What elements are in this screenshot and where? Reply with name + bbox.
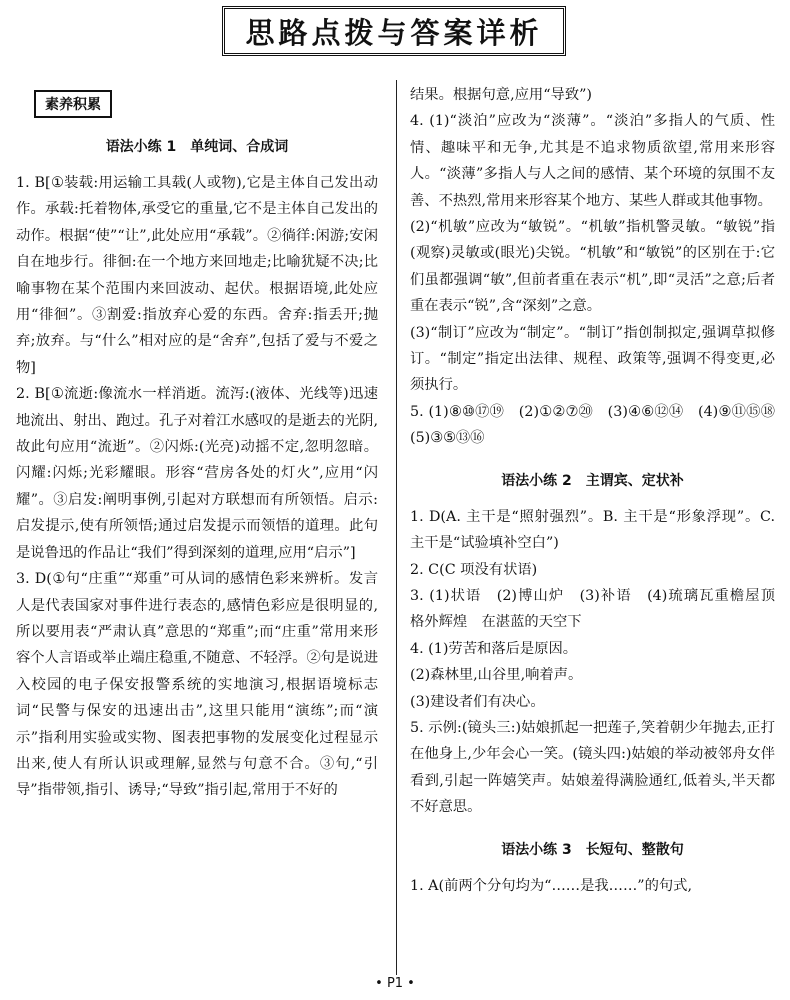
page-number: • P1 • bbox=[375, 976, 415, 991]
answer-paragraph: 结果。根据句意,应用“导致”) bbox=[410, 87, 593, 103]
answer-paragraph: 2. B[①流逝:像流水一样消逝。流泻:(液体、光线等)迅速地流出、射出、跑过。孔子对着江水感叹的是逝去的光阴,故此句应用“流逝”。②闪烁:(光亮)动摇不定,忽明忽暗。闪耀:闪烁;光彩耀眼。形容“营房各处的灯火”,应用“闪耀”。③启发:阐明事例,引起对方联想而有所领悟。启示:启发提示,使有所领悟;通过启发提示而领悟的道理。此句是说鲁迅的作品让“我们”得到深刻的道理,应用“启示”] bbox=[16, 386, 378, 561]
answer-paragraph: (2)森林里,山谷里,响着声。 bbox=[410, 667, 583, 684]
answer-paragraph: 5. 示例:(镜头三:)姑娘抓起一把莲子,笑着朝少年抛去,正打在他身上,少年会心一笑。(镜头四:)姑娘的举动被邻舟女伴看到,引起一阵嬉笑声。姑娘羞得满脸通红,低着头,半天都不好意思。 bbox=[410, 719, 775, 816]
page-title: 思路点拨与答案详析 bbox=[245, 15, 543, 50]
column-divider bbox=[396, 80, 397, 975]
answer-paragraph: (2)“机敏”应改为“敏锐”。“机敏”指机警灵敏。“敏锐”指(观察)灵敏或(眼光)尖锐。“机敏”和“敏锐”的区别在于:它们虽都强调“敏”,但前者重在表示“机”,即“灵活”之意;后者重在表示“锐”,含“深刻”之意。 bbox=[410, 219, 775, 315]
answer-paragraph: (3)建设者们有决心。 bbox=[410, 693, 545, 710]
answer-paragraph: 3. D(①句“庄重”“郑重”可从词的感情色彩来辨析。发言人是代表国家对事件进行表态的,感情色彩应是很明显的,所以要用表“严肃认真”意思的“郑重”;而“庄重”常用来形容个人言语或举止端庄稳重,不随意、不轻浮。②句是说进入校园的电子保安报警系统的实地演习,根据语境标志词“民警与保安的迅速出击”,这里只能用“演练”;而“演示”指利用实验或实物、图表把事物的发展变化过程显示出来,使人有所认识或理解,显然与句意不合。③句,“引导”指带领,指引、诱导;“导致”指引起,常用于不好的 bbox=[16, 571, 378, 799]
answer-paragraph: 3. (1)状语 (2)博山炉 (3)补语 (4)琉璃瓦重檐屋顶 格外辉煌 在湛蓝的天空下 bbox=[410, 587, 790, 631]
answer-paragraph: (3)“制订”应改为“制定”。“制订”指创制拟定,强调草拟修订。“制定”指定出法律、规程、政策等,强调不得变更,必须执行。 bbox=[410, 324, 775, 394]
answer-paragraph: 5. (1)⑧⑩⑰⑲ (2)①②⑦⑳ (3)④⑥⑫⑭ (4)⑨⑪⑮⑱ (5)③⑤⑬⑯ bbox=[410, 403, 790, 447]
section-tag: 素养积累 bbox=[34, 90, 112, 118]
left-column bbox=[16, 82, 378, 804]
answer-paragraph: 1. D(A. 主干是“照射强烈”。B. 主干是“形象浮现”。C. 主干是“试验填补空白”) bbox=[410, 508, 775, 552]
right-column bbox=[410, 82, 790, 899]
section-heading-1: 语法小练 1 单纯词、合成词 bbox=[105, 139, 289, 155]
section-heading-2: 语法小练 2 主谓宾、定状补 bbox=[501, 472, 684, 489]
answer-paragraph: 4. (1)“淡泊”应改为“淡薄”。“淡泊”多指人的气质、性情、趣味平和无争,尤其是不追求物质欲望,常用来形容人。“淡薄”多指人与人之间的感情、某个环境的氛围不友善、不热烈,常用来形容某个地方、某些人群或其他事物。 bbox=[410, 113, 775, 209]
section-heading-3: 语法小练 3 长短句、整散句 bbox=[501, 841, 684, 858]
answer-paragraph: 4. (1)劳苦和落后是原因。 bbox=[410, 640, 578, 657]
page-title-frame bbox=[222, 6, 566, 56]
answer-paragraph: 1. B[①装载:用运输工具载(人或物),它是主体自己发出动作。承载:托着物体,承受它的重量,它不是主体自己发出的动作。根据“使”“让”,此处应用“承载”。②徜徉:闲游;安闲自在地步行。徘徊:在一个地方来回地走;比喻犹疑不决;比喻事物在某个范围内来回波动、起伏。根据语境,此处应用“徘徊”。③割爱:指放弃心爱的东西。舍弃:指丢开;抛弃;放弃。与“什么”相对应的是“舍弃”,包括了爱与不爱之物] bbox=[16, 175, 378, 376]
answer-paragraph: 2. C(C 项没有状语) bbox=[410, 561, 538, 578]
answer-paragraph: 1. A(前两个分句均为“……是我……”的句式, bbox=[410, 877, 692, 894]
